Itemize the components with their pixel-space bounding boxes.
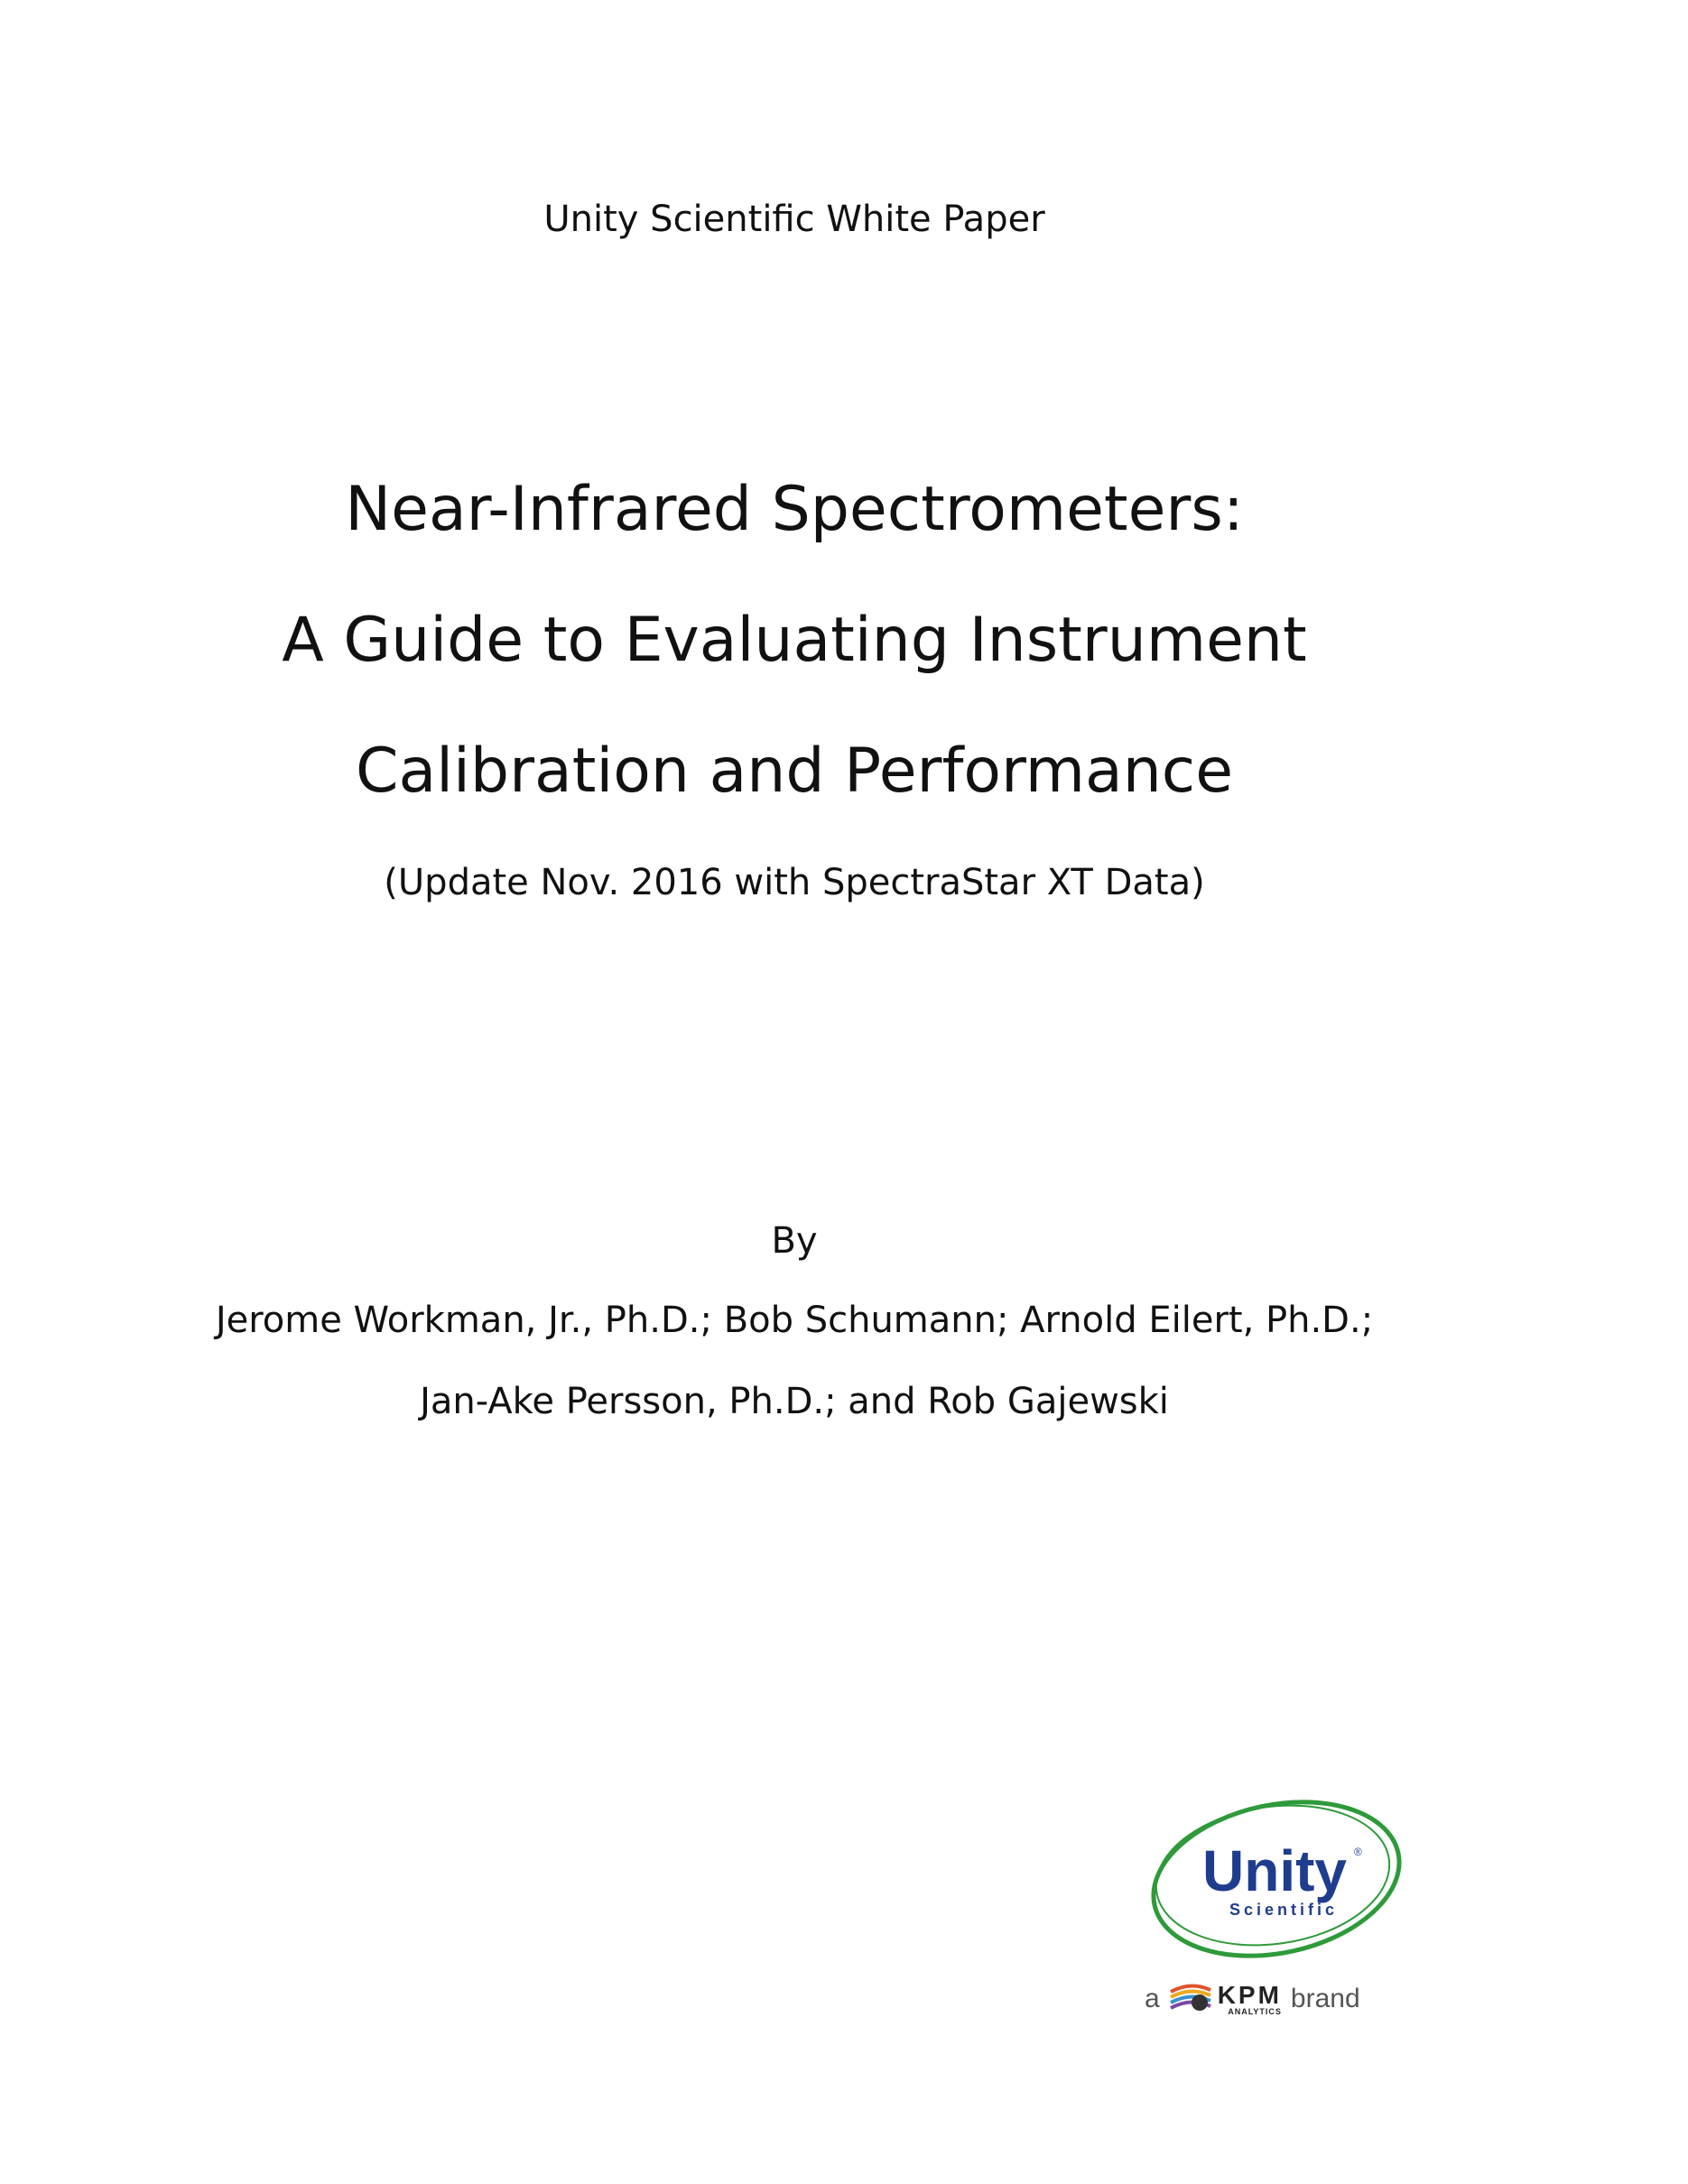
kpm-sub-text: ANALYTICS — [1228, 2006, 1282, 2016]
authors-line-1: Jerome Workman, Jr., Ph.D.; Bob Schumann; Arnold Eilert, Ph.D.; — [215, 1300, 1374, 1341]
title-line-1: Near-Infrared Spectrometers: — [345, 474, 1244, 545]
update-note: (Update Nov. 2016 with SpectraStar XT Data) — [384, 862, 1205, 903]
title-line-3: Calibration and Performance — [355, 736, 1234, 807]
unity-scientific-logo — [1139, 1787, 1410, 1967]
authors-line-2: Jan-Ake Persson, Ph.D.; and Rob Gajewski — [420, 1381, 1169, 1422]
svg-text:®: ® — [1354, 1846, 1362, 1858]
brand-suffix: brand — [1290, 1984, 1360, 2013]
unity-logo-icon — [1139, 1787, 1410, 1967]
logo-word: Unity — [1202, 1838, 1347, 1903]
kpm-swirl-icon — [1167, 1979, 1214, 2019]
kpm-text: KPM — [1217, 1980, 1282, 2009]
kpm-brand-line — [1145, 1976, 1415, 2022]
by-label: By — [771, 1220, 818, 1262]
series-label: Unity Scientific White Paper — [543, 199, 1045, 240]
logo-sub: Scientific — [1229, 1901, 1339, 1919]
brand-prefix: a — [1145, 1984, 1160, 2013]
title-line-2: A Guide to Evaluating Instrument — [282, 605, 1307, 676]
kpm-wordmark — [1217, 1980, 1282, 2016]
